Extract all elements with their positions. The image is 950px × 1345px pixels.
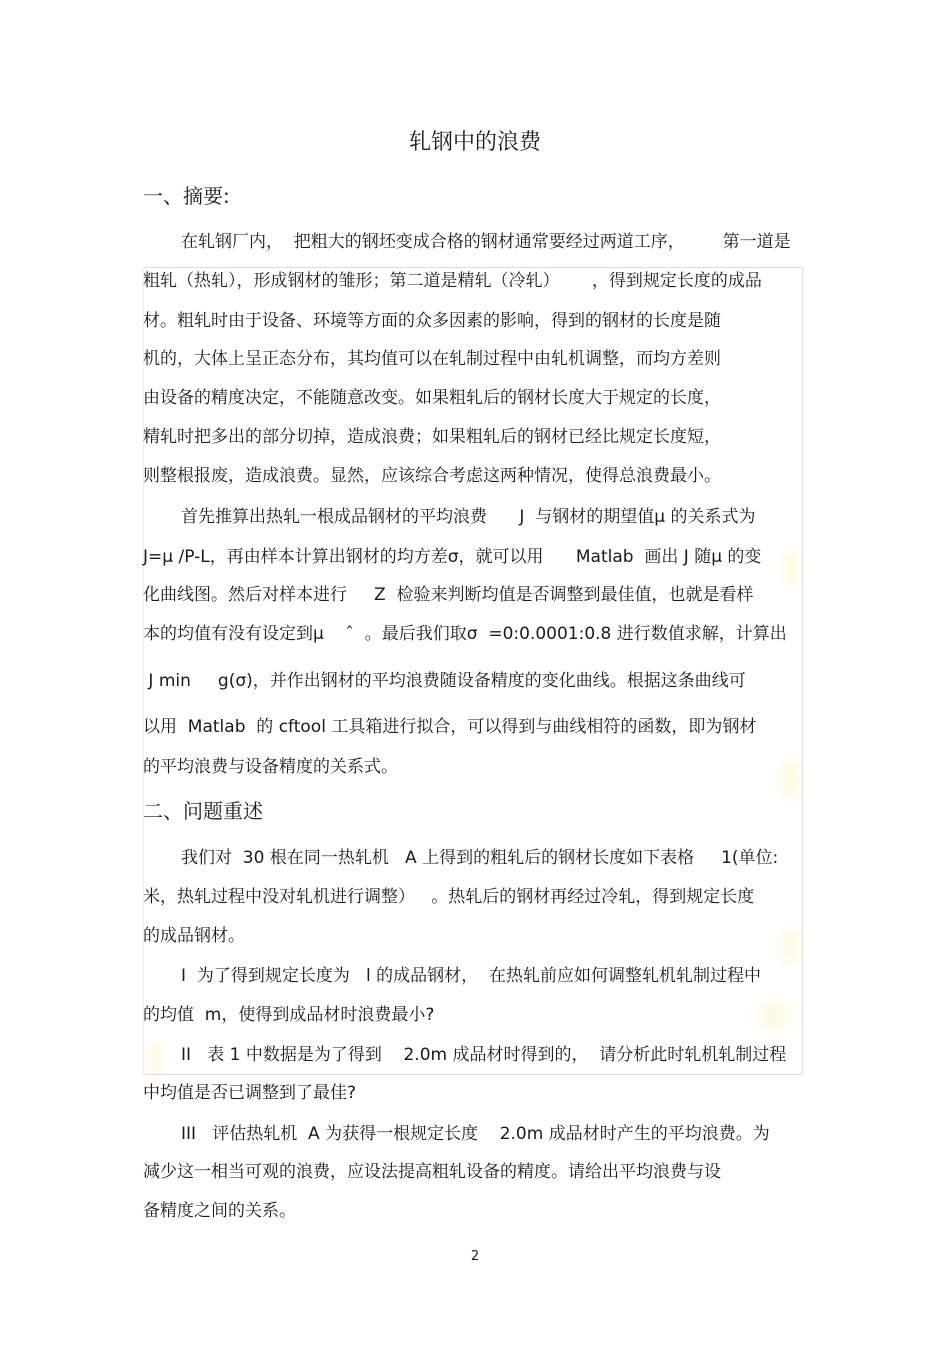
paragraph-line: 本的均值有没有设定到μ ˆ 。最后我们取σ =0:0.0001:0.8 进行数值求解，计算出 (143, 624, 787, 644)
paragraph-line: 则整根报废，造成浪费。显然，应该综合考虑这两种情况，使得总浪费最小。 (143, 466, 721, 486)
paragraph-line: 机的，大体上呈正态分布，其均值可以在轧制过程中由轧机调整，而均方差则 (143, 349, 721, 369)
paragraph-line: 以用 Matlab 的 cftool 工具箱进行拟合，可以得到与曲线相符的函数，即为钢材 (143, 717, 757, 737)
paragraph-line: 首先推算出热轧一根成品钢材的平均浪费 J 与钢材的期望值μ 的关系式为 (181, 507, 756, 527)
scan-stain (148, 1040, 162, 1080)
scan-stain (760, 1000, 790, 1032)
paragraph-line: 粗轧（热轧），形成钢材的雏形；第二道是精轧（冷轧） ，得到规定长度的成品 (143, 271, 762, 291)
paragraph-line: 我们对 30 根在同一热轧机 A 上得到的粗轧后的钢材长度如下表格 1(单位: (181, 848, 779, 868)
scan-stain (783, 548, 801, 588)
page-number: 2 (470, 1249, 480, 1264)
question-line: I 为了得到规定长度为 l 的成品钢材， 在热轧前应如何调整轧机轧制过程中 (181, 966, 761, 986)
paragraph-line: 在轧钢厂内， 把粗大的钢坯变成合格的钢材通常要经过两道工序， 第一道是 (181, 232, 791, 252)
question-line: III 评估热轧机 A 为获得一根规定长度 2.0m 成品材时产生的平均浪费。为 (181, 1124, 770, 1144)
question-line: 减少这一相当可观的浪费，应设法提高粗轧设备的精度。请给出平均浪费与设 (143, 1162, 721, 1182)
question-line: II 表 1 中数据是为了得到 2.0m 成品材时得到的， 请分析此时轧机轧制过程 (181, 1045, 787, 1065)
paragraph-line: 米，热轧过程中没对轧机进行调整） 。热轧后的钢材再经过冷轧，得到规定长度 (143, 887, 755, 907)
scan-stain (780, 760, 800, 800)
section-heading-abstract: 一、摘要: (143, 184, 230, 208)
question-line: 中均值是否已调整到了最佳? (143, 1083, 357, 1103)
paragraph-line: 材。粗轧时由于设备、环境等方面的众多因素的影响，得到的钢材的长度是随 (143, 311, 721, 331)
paragraph-line: 化曲线图。然后对样本进行 Z 检验来判断均值是否调整到最佳值，也就是看样 (143, 585, 754, 605)
scan-stain (780, 925, 800, 965)
section-heading-problem: 二、问题重述 (143, 799, 263, 823)
document-title: 轧钢中的浪费 (408, 130, 541, 155)
paragraph-line: 由设备的精度决定，不能随意改变。如果粗轧后的钢材长度大于规定的长度， (143, 388, 721, 408)
paragraph-line: J=μ /P-L，再由样本计算出钢材的均方差σ，就可以用 Matlab 画出 J 随μ 的变 (143, 547, 762, 567)
question-line: 的均值 m，使得到成品材时浪费最小? (143, 1005, 435, 1025)
paragraph-line: 的成品钢材。 (143, 926, 245, 946)
question-line: 备精度之间的关系。 (143, 1201, 296, 1221)
formula-line: J min g(σ)，并作出钢材的平均浪费随设备精度的变化曲线。根据这条曲线可 (143, 671, 746, 691)
paragraph-line: 的平均浪费与设备精度的关系式。 (143, 757, 398, 777)
paragraph-line: 精轧时把多出的部分切掉，造成浪费；如果粗轧后的钢材已经比规定长度短， (143, 427, 721, 447)
